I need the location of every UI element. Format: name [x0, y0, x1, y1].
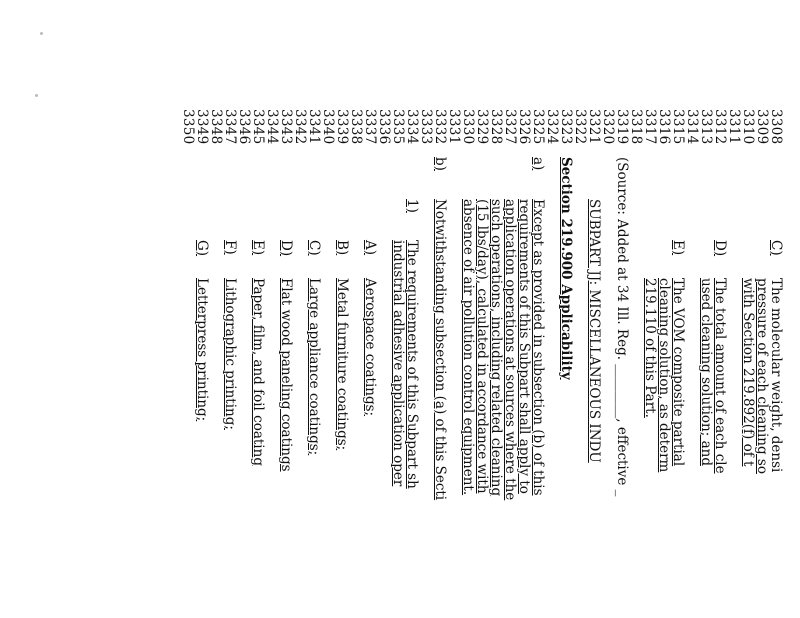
line-number: 3320 [600, 109, 616, 145]
paragraph-line: Notwithstanding subsection (a) of this Secti [432, 199, 448, 501]
line-number: 3350 [180, 109, 196, 145]
line-number: 3319 [614, 109, 630, 145]
line-number: 3336 [376, 109, 392, 145]
line-number: 3322 [572, 109, 588, 145]
list-item-label: B) [334, 240, 350, 256]
subsection-label: a) [530, 157, 546, 171]
item-label: D) [712, 240, 728, 257]
line-number: 3348 [208, 109, 224, 145]
list-item: Letterpress printing; [194, 278, 210, 422]
line-number: 3332 [432, 109, 448, 145]
scan-speck [35, 94, 38, 97]
list-item-label: C) [306, 240, 322, 256]
line-number: 3309 [754, 109, 770, 145]
paragraph-line: Except as provided in subsection (b) of this [530, 199, 546, 496]
line-number: 3330 [460, 109, 476, 145]
line-number: 3343 [278, 109, 294, 145]
line-number: 3347 [222, 109, 238, 145]
line-number: 3321 [586, 109, 602, 145]
line-number: 3311 [726, 109, 742, 145]
list-item: Metal furniture coatings; [334, 278, 350, 451]
scan-speck [40, 32, 43, 35]
line-number: 3318 [628, 109, 644, 145]
subsection-label: b) [432, 157, 448, 171]
line-number: 3349 [194, 109, 210, 145]
list-item-label: D) [278, 240, 294, 257]
line-number: 3310 [740, 109, 756, 145]
line-number: 3315 [670, 109, 686, 145]
line-number: 3344 [264, 109, 280, 145]
section-heading: Section 219.900 Applicability [558, 157, 574, 380]
line-number: 3339 [334, 109, 350, 145]
item-label: C) [768, 240, 784, 256]
list-item: Paper, film, and foil coating [250, 278, 266, 466]
list-item: Lithographic printing; [222, 278, 238, 430]
paragraph-line: requirements of this Subpart shall apply to [516, 199, 532, 494]
subpart-heading: SUBPART JJ: MISCELLANEOUS INDU [586, 199, 602, 463]
line-number: 3328 [488, 109, 504, 145]
paragraph-line: The VOM composite partial [670, 278, 686, 467]
line-number: 3337 [362, 109, 378, 145]
line-number: 3333 [418, 109, 434, 145]
list-item: Large appliance coatings; [306, 278, 322, 456]
line-number: 3312 [712, 109, 728, 145]
paragraph-line: The requirements of this Subpart sh [404, 240, 420, 489]
line-number: 3346 [236, 109, 252, 145]
line-number: 3313 [698, 109, 714, 145]
line-number: 3342 [292, 109, 308, 145]
line-number: 3338 [348, 109, 364, 145]
line-number: 3345 [250, 109, 266, 145]
paragraph-line: pressure of each cleaning so [754, 278, 770, 474]
paragraph-line: such operations, including related cleaning [488, 199, 504, 497]
list-item-label: F) [222, 240, 238, 255]
line-number: 3323 [558, 109, 574, 145]
line-number: 3314 [684, 109, 700, 145]
list-item-label: A) [362, 240, 378, 256]
line-number: 3335 [390, 109, 406, 145]
paragraph-line: application operations at sources where the [502, 199, 518, 501]
list-item: Flat wood paneling coatings [278, 278, 294, 472]
line-number: 3327 [502, 109, 518, 145]
paragraph-line: The molecular weight, densi [768, 278, 784, 473]
item-label: 1) [404, 199, 420, 213]
paragraph-line: with Section 219.892(f) of t [740, 278, 756, 467]
paragraph-line: industrial adhesive application oper [390, 240, 406, 487]
list-item-label: G) [194, 240, 210, 257]
paragraph-line: absence of air pollution control equipment. [460, 199, 476, 496]
list-item: Aerospace coatings; [362, 278, 378, 417]
line-number: 3329 [474, 109, 490, 145]
paragraph-line: 219.110 of this Part. [642, 278, 658, 418]
source-note: (Source: Added at 34 Ill. Reg. ________, effective _ [614, 157, 630, 497]
paragraph-line: The total amount of each cle [712, 278, 728, 474]
line-number: 3340 [320, 109, 336, 145]
line-number: 3331 [446, 109, 462, 145]
item-label: E) [670, 240, 686, 256]
list-item-label: E) [250, 240, 266, 256]
paragraph-line: (15 lbs/day), calculated in accordance with [474, 199, 490, 494]
line-number: 3325 [530, 109, 546, 145]
paragraph-line: cleaning solution, as determ [656, 278, 672, 473]
line-number: 3316 [656, 109, 672, 145]
line-number: 3326 [516, 109, 532, 145]
line-number: 3308 [768, 109, 784, 145]
paragraph-line: used cleaning solution; and [698, 278, 714, 466]
line-number: 3324 [544, 109, 560, 145]
line-number: 3341 [306, 109, 322, 145]
line-number: 3317 [642, 109, 658, 145]
line-number: 3334 [404, 109, 420, 145]
